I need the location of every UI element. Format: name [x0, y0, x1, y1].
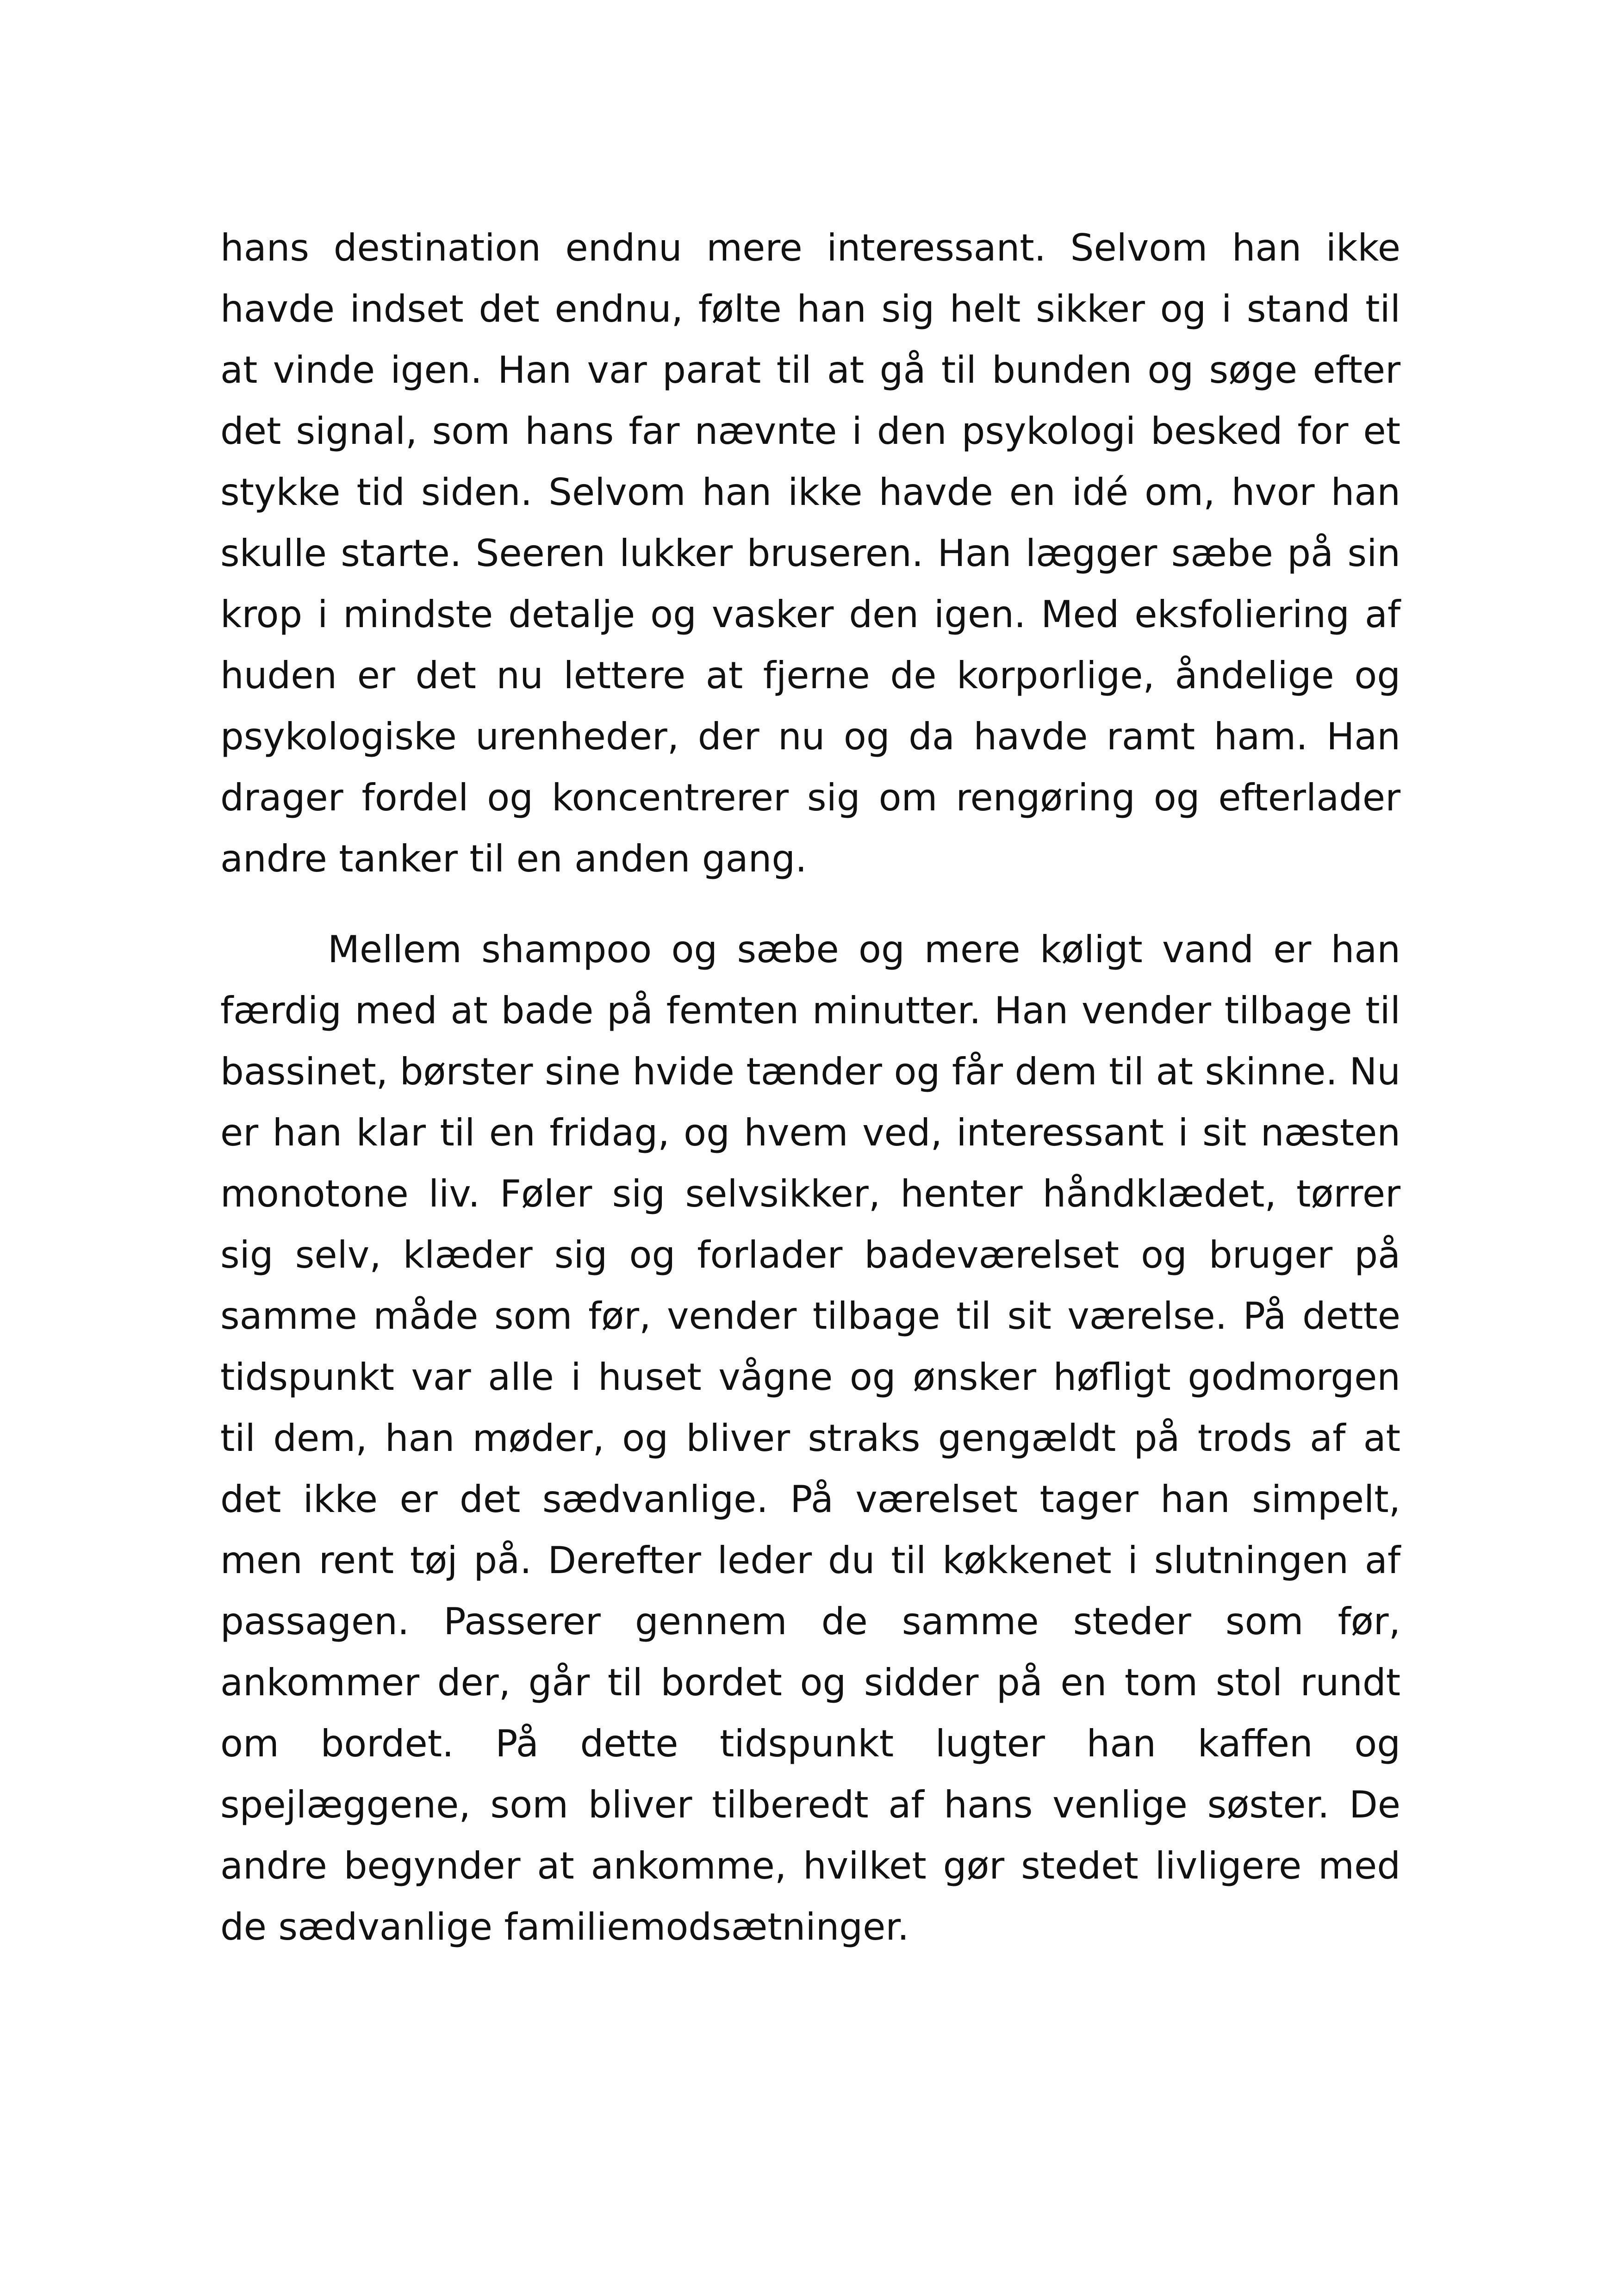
body-text [220, 218, 1400, 1958]
paragraph-2: Mellem shampoo og sæbe og mere køligt vand er han færdig med at bade på femten minutter. Han vender tilbage til bassinet, børster sine hvide tænder og får dem til at skinne. Nu er han klar til en fridag, og hvem ved, interessant i sit næsten monotone liv. Føler sig selvsikker, henter håndklædet, tørrer sig selv, klæder sig og forlader badeværelset og bruger på samme måde som før, vender tilbage til sit værelse. På dette tidspunkt var alle i huset vågne og ønsker høfligt godmorgen til dem, han møder, og bliver straks gengældt på trods af at det ikke er det sædvanlige. På værelset tager han simpelt, men rent tøj på. Derefter leder du til køkkenet i slutningen af passagen. Passerer gennem de samme steder som før, ankommer der, går til bordet og sidder på en tom stol rundt om bordet. På dette tidspunkt lugter han kaffen og spejlæggene, som bliver tilberedt af hans venlige søster. De andre begynder at ankomme, hvilket gør stedet livligere med de sædvanlige familiemodsætninger. [220, 928, 1400, 1948]
paragraph-1: hans destination endnu mere interessant. Selvom han ikke havde indset det endnu, følte han sig helt sikker og i stand til at vinde igen. Han var parat til at gå til bunden og søge efter det signal, som hans far nævnte i den psykologi besked for et stykke tid siden. Selvom han ikke havde en idé om, hvor han skulle starte. Seeren lukker bruseren. Han lægger sæbe på sin krop i mindste detalje og vasker den igen. Med eksfoliering af huden er det nu lettere at fjerne de korporlige, åndelige og psykologiske urenheder, der nu og da havde ramt ham. Han drager fordel og koncentrerer sig om rengøring og efterlader andre tanker til en anden gang. [220, 226, 1400, 880]
